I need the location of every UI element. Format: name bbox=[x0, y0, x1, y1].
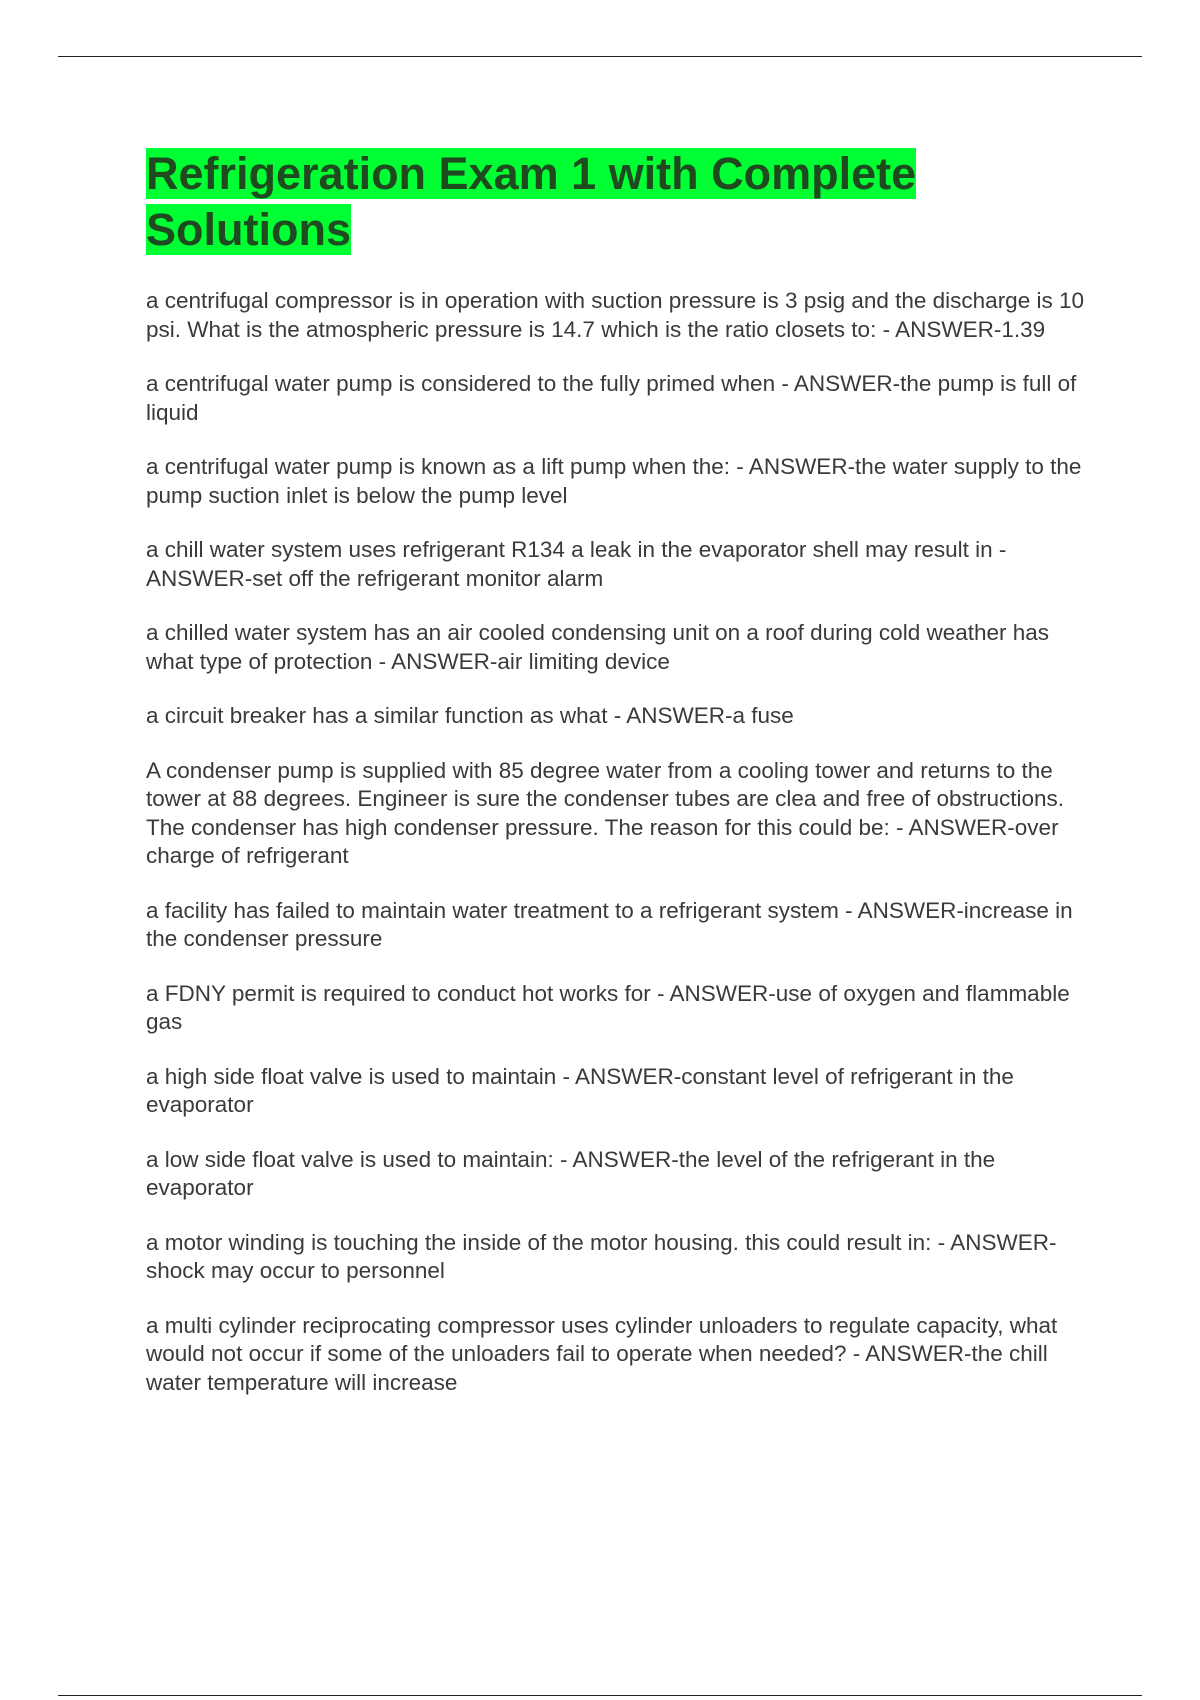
qa-item: a centrifugal water pump is known as a lift pump when the: - ANSWER-the water supply to the pump suction inlet is below the pump level bbox=[146, 454, 1082, 508]
qa-item: a motor winding is touching the inside of the motor housing. this could result in: - ANSWER-shock may occur to personnel bbox=[146, 1229, 1057, 1283]
qa-item: a centrifugal compressor is in operation with suction pressure is 3 psig and the discharge is 10 psi. What is the atmospheric pressure is 14.7 which is the ratio closets to: - ANSWER-1.39 bbox=[146, 288, 1084, 342]
qa-item: a circuit breaker has a similar function as what - ANSWER-a fuse bbox=[146, 703, 794, 728]
document-body bbox=[146, 146, 1096, 1423]
qa-item: a multi cylinder reciprocating compressor uses cylinder unloaders to regulate capacity, what would not occur if some of the unloaders fail to operate when needed? - ANSWER-the chill water temperature will increase bbox=[146, 1312, 1058, 1395]
qa-item: a facility has failed to maintain water treatment to a refrigerant system - ANSWER-increase in the condenser pressure bbox=[146, 897, 1073, 951]
header-rule bbox=[58, 56, 1142, 57]
qa-item: a chill water system uses refrigerant R134 a leak in the evaporator shell may result in - ANSWER-set off the refrigerant monitor alarm bbox=[146, 537, 1007, 591]
qa-item: a FDNY permit is required to conduct hot works for - ANSWER-use of oxygen and flammable gas bbox=[146, 980, 1070, 1034]
document-title bbox=[146, 146, 996, 258]
qa-list bbox=[146, 287, 1096, 1397]
title-highlight: Refrigeration Exam 1 with Complete Solutions bbox=[146, 148, 917, 255]
qa-item: a low side float valve is used to maintain: - ANSWER-the level of the refrigerant in the evaporator bbox=[146, 1146, 996, 1200]
footer-rule bbox=[58, 1695, 1142, 1696]
qa-item: A condenser pump is supplied with 85 degree water from a cooling tower and returns to the tower at 88 degrees. Engineer is sure the condenser tubes are clea and free of obstructions. The condenser has high condenser pressure. The reason for this could be: - ANSWER-over charge of refrigerant bbox=[146, 757, 1065, 868]
qa-item: a centrifugal water pump is considered to the fully primed when - ANSWER-the pump is full of liquid bbox=[146, 371, 1077, 425]
qa-item: a high side float valve is used to maintain - ANSWER-constant level of refrigerant in the evaporator bbox=[146, 1063, 1014, 1117]
qa-item: a chilled water system has an air cooled condensing unit on a roof during cold weather has what type of protection - ANSWER-air limiting device bbox=[146, 620, 1050, 674]
